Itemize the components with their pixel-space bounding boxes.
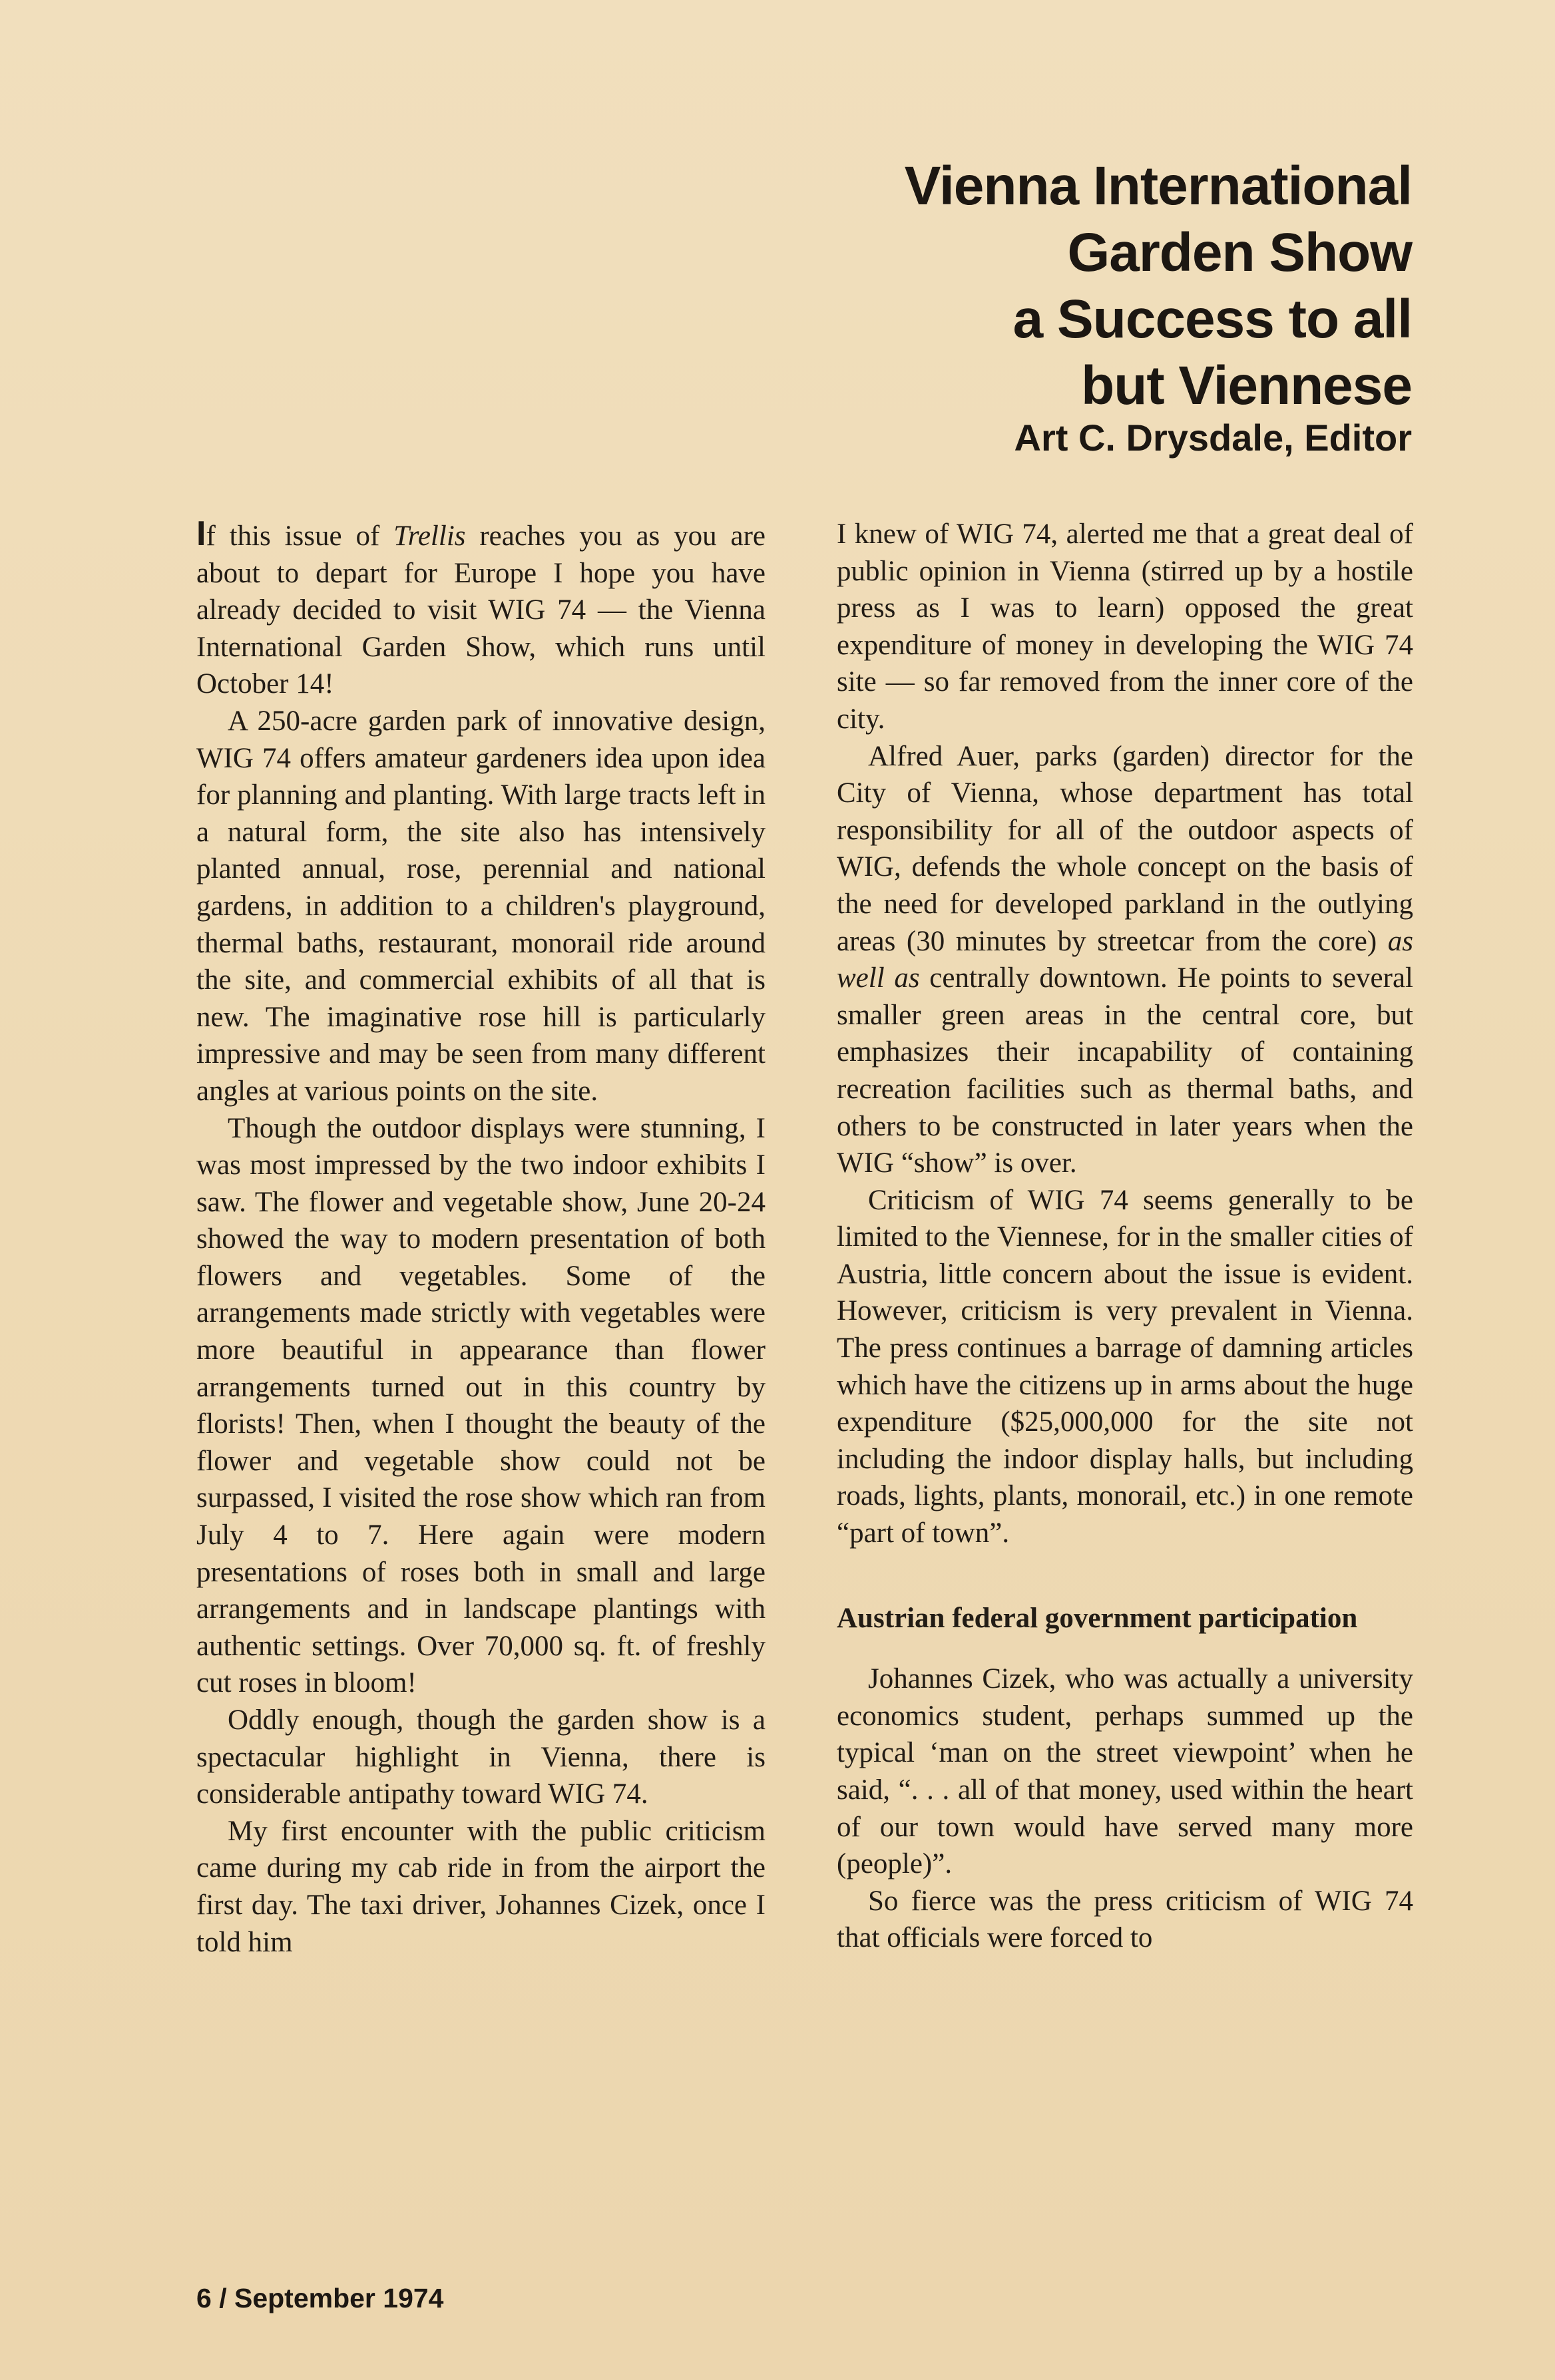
page-footer: 6 / September 1974: [196, 2283, 444, 2313]
left-paragraph-1: [196, 516, 766, 703]
right-paragraph-3: Criticism of WIG 74 seems generally to be limited to the Viennese, for in the smaller cities of Austria, little concern about the issue is evident. However, criticism is very prevalent in Vienna. The press continues a barrage of damning articles which have the citizens up in arms about the huge expenditure ($25,000,000 for the site not including the indoor display halls, but including roads, lights, plants, monorail, etc.) in one remote “part of town”.: [837, 1184, 1413, 1549]
drop-cap: I: [196, 514, 206, 553]
left-paragraph-4: Oddly enough, though the garden show is a spectacular highlight in Vienna, there is considerable antipathy toward WIG 74.: [196, 1704, 766, 1810]
right-column: [837, 516, 1413, 1957]
right-paragraph-4: Johannes Cizek, who was actually a university economics student, perhaps summed up the typical ‘man on the street viewpoint’ when he said, “. . . all of that money, used within the heart of our town would have served many more (people)”.: [837, 1663, 1413, 1880]
right-paragraph-1: I knew of WIG 74, alerted me that a great deal of public opinion in Vienna (stirred up by a hostile press as I was to learn) opposed the great expenditure of money in developing the WIG 74 site — so far removed from the inner core of the city.: [837, 518, 1413, 735]
right-paragraph-5: So fierce was the press criticism of WIG 74 that officials were forced to: [837, 1885, 1413, 1954]
left-paragraph-2: A 250-acre garden park of innovative design, WIG 74 offers amateur gardeners idea upon idea for planning and planting. With large tracts left in a natural form, the site also has intensively planted annual, rose, perennial and national gardens, in addition to a children's playground, thermal baths, restaurant, monorail ride around the site, and commercial exhibits of all that is new. The imaginative rose hill is particularly impressive and may be seen from many different angles at various points on the site.: [196, 705, 766, 1107]
left-paragraph-3: Though the outdoor displays were stunning, I was most impressed by the two indoor exhibits I saw. The flower and vegetable show, June 20-24 showed the way to modern presentation of both flowers and vegetables. Some of the arrangements made strictly with vegetables were more beautiful in appearance than flower arrangements turned out in this country by florists! Then, when I thought the beauty of the flower and vegetable show could not be surpassed, I visited the rose show which ran from July 4 to 7. Here again were modern presentations of roses both in small and large arrangements and in landscape plantings with authentic settings. Over 70,000 sq. ft. of freshly cut roses in bloom!: [196, 1112, 766, 1699]
right-p2-text-a: Alfred Auer, parks (garden) director for the City of Vienna, whose department has total responsibility for all of the outdoor aspects of WIG, defends the whole concept on the basis of the need for developed parkland in the outlying areas (30 minutes by streetcar from the core): [837, 740, 1413, 957]
byline: Art C. Drysdale, Editor: [1014, 417, 1412, 459]
right-paragraph-2: [837, 738, 1413, 1182]
article-headline: [680, 153, 1412, 419]
right-p2-text-b: centrally downtown. He points to several smaller green areas in the central core, but emphasizes their incapability of containing recreation facilities such as thermal baths, and others to be constructed in later years when the WIG “show” is over.: [837, 962, 1413, 1179]
left-column: [196, 516, 766, 1961]
headline-line-1: Vienna International: [904, 155, 1412, 216]
right-p2-italic: as well as: [837, 925, 1413, 994]
section-subheading: Austrian federal government participation: [837, 1602, 1358, 1634]
left-p1-text-b: reaches you as you are about to depart for Europe I hope you have already decided to visit WIG 74 — the Vienna International Garden Show, which runs until October 14!: [196, 520, 766, 700]
left-p1-text-a: f this issue of: [206, 520, 394, 552]
headline-line-2: Garden Show: [1067, 222, 1412, 283]
headline-line-4: but Viennese: [1081, 355, 1412, 416]
headline-line-3: a Success to all: [1012, 288, 1412, 349]
left-paragraph-5: My first encounter with the public criticism came during my cab ride in from the airport the first day. The taxi driver, Johannes Cizek, once I told him: [196, 1815, 766, 1958]
magazine-title-italic: Trellis: [393, 520, 466, 552]
